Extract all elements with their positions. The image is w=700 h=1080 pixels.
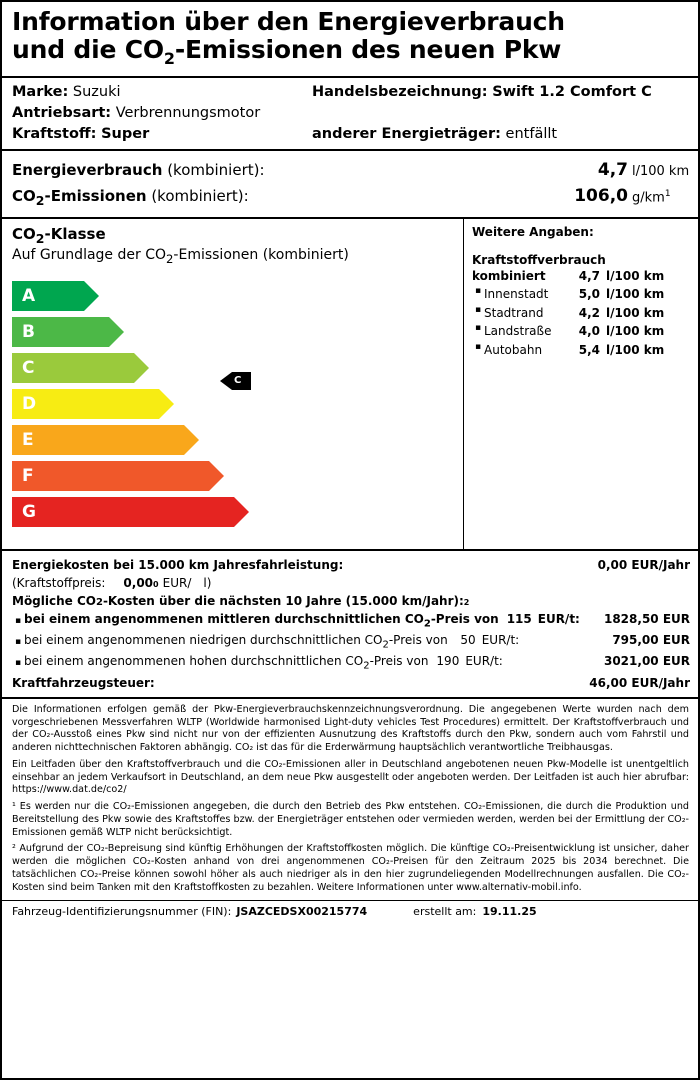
fuel-row-value: 5,4 <box>578 342 600 357</box>
bar-label: C <box>22 357 35 378</box>
fuel-price-value: 0,00 <box>123 575 154 590</box>
co2-value: 106,0 <box>574 186 628 207</box>
scenario-unit: EUR/t: <box>537 611 580 626</box>
indicator-label: C <box>232 372 251 390</box>
co2-label: CO <box>12 187 36 206</box>
co2-class-subtitle: Auf Grundlage der $CO_2$-Emissionen (kombiniert) <box>12 246 349 266</box>
co2-unit-footnote: 1 <box>664 188 671 199</box>
further-details-heading: Weitere Angaben: <box>472 224 594 239</box>
bullet-icon: ▪ <box>14 658 22 669</box>
bar-label: F <box>22 465 34 486</box>
antriebsart-value: Verbrennungsmotor <box>115 104 261 121</box>
legal-paragraph-1: Die Informationen erfolgen gemäß der Pkw-Energieverbrauchskennzeichnungsverordnung. Die angegebenen Werte wurden nach dem vorgeschriebenen Messverfahren WLTP (Worldwide harmonised Light-duty vehicles Test Procedures) ermittelt. Der Kraftstoffverbrauch und der CO₂-Ausstoß eines Pkw sind nicht nur von der effizienten Ausnutzung des Kraftstoffs durch den Pkw, sondern auch vom Fahrstil und anderen nichttechnischen Faktoren abhängig. CO₂ ist das für die Erderwärmung hauptsächlich verantwortliche Treibhausgas. <box>12 703 689 754</box>
handelsbezeichnung-value: Swift 1.2 Comfort C <box>492 83 652 100</box>
kraftstoff-value: Super <box>101 125 150 142</box>
created-value: 19.11.25 <box>482 905 537 919</box>
co2-cost-scenario <box>12 631 690 652</box>
scenario-amount: 3021,00 EUR <box>603 654 690 669</box>
tax-value: 46,00 EUR/Jahr <box>589 675 690 690</box>
anderer-energietraeger-value: entfällt <box>505 125 558 142</box>
fuel-row-value: 4,0 <box>578 324 600 339</box>
fuel-price-label: (Kraftstoffpreis: <box>12 575 106 590</box>
co2-class-bar-f <box>12 459 463 492</box>
co2-unit: $g/km^1$ <box>632 188 671 206</box>
fuel-row-unit: l/100 km <box>606 305 665 320</box>
bar-shape-b <box>12 317 109 347</box>
fuel-price-sup: 0 <box>153 579 159 589</box>
bar-label: D <box>22 393 37 414</box>
fuel-row-name: Innenstadt <box>484 287 549 302</box>
co2-class-title: $CO_2$-Klasse <box>12 224 106 246</box>
bullet-icon: ▪ <box>474 341 482 352</box>
bar-shape-f <box>12 461 209 491</box>
fin-value: JSAZCEDSX00215774 <box>236 905 368 919</box>
bar-shape-e <box>12 425 184 455</box>
scenario-text: bei einem angenommenen hohen durchschnittlichen $CO_2$-Preis von <box>24 654 429 672</box>
bar-label: G <box>22 501 36 522</box>
bullet-icon: ▪ <box>474 323 482 334</box>
scenario-price: 190 <box>436 654 460 669</box>
fuel-row-name: Stadtrand <box>484 305 544 320</box>
vehicle-row-antrieb <box>12 103 690 124</box>
fuel-row <box>472 322 692 341</box>
co2-label-sub: 2 <box>35 193 45 209</box>
fuel-price-unit2: l) <box>203 575 212 590</box>
scenario-unit: EUR/t: <box>481 633 520 648</box>
fuel-row <box>472 341 692 360</box>
further-details <box>464 219 698 549</box>
fuel-row-name: Landstraße <box>484 324 552 339</box>
co2-cost-scenario <box>12 652 690 673</box>
co2-class-bars <box>12 279 463 528</box>
co2-class-indicator <box>220 372 251 390</box>
cost-section <box>2 551 698 697</box>
tax-line <box>12 674 690 692</box>
fuel-row <box>472 304 692 323</box>
page-title <box>2 2 698 76</box>
fuel-combined-unit: l/100 km <box>606 269 665 284</box>
kraftstoff-label: Kraftstoff: <box>12 125 97 142</box>
energy-cost-line <box>12 556 690 574</box>
co2-class-bar-a <box>12 279 463 312</box>
co2-class-bar-b <box>12 315 463 348</box>
co2-class-section <box>2 219 698 549</box>
vehicle-row-kraftstoff <box>12 124 690 145</box>
marke-label: Marke: <box>12 83 69 100</box>
fuel-row-unit: l/100 km <box>606 287 665 302</box>
bullet-icon: ▪ <box>474 286 482 297</box>
scenario-unit: EUR/t: <box>465 654 503 669</box>
fuel-row-name: Autobahn <box>484 342 543 357</box>
fin-label: Fahrzeug-Identifizierungsnummer (FIN): <box>12 905 232 919</box>
energy-consumption-line <box>12 157 690 183</box>
antriebsart-label: Antriebsart: <box>12 104 112 121</box>
bullet-icon: ▪ <box>14 615 22 626</box>
legal-footnote-2: ² Aufgrund der CO₂-Bepreisung sind künftig Erhöhungen der Kraftstoffkosten möglich. Die künftige CO₂-Preisentwicklung ist unsicher, daher werden die möglichen CO₂-Kosten anhand von drei angenommenen CO₂-Preisen für den Zeitraum 2025 bis 2034 berechnet. Die tatsächlichen CO₂-Preise können sowohl höher als auch niedriger als in den hier zugrundeliegenden Modellrechnungen ausfallen. Die CO₂-Kosten sind beim Tanken mit den Kraftstoffkosten zu bezahlen. Weitere Informationen unter www.alternativ-mobil.info. <box>12 843 689 893</box>
scenario-amount: 1828,50 EUR <box>603 611 690 626</box>
bullet-icon: ▪ <box>474 304 482 315</box>
vehicle-info <box>2 78 698 149</box>
scenario-price: 115 <box>506 611 532 626</box>
co2-qualifier: (kombiniert): <box>151 187 249 206</box>
fuel-row-value: 4,2 <box>578 305 600 320</box>
document-footer <box>2 901 698 920</box>
bar-shape-c <box>12 353 134 383</box>
scenario-amount: 795,00 EUR <box>612 633 690 648</box>
energieverbrauch-qualifier: (kombiniert): <box>167 160 265 179</box>
marke-value: Suzuki <box>72 83 121 100</box>
fuel-price-line <box>12 574 690 592</box>
energieverbrauch-unit: l/100 km <box>632 163 690 179</box>
fuel-combined-label: kombiniert <box>472 269 546 284</box>
bar-shape-d <box>12 389 159 419</box>
title-line-2: und die $CO_2$-Emissionen des neuen Pkw <box>12 35 562 68</box>
bullet-icon: ▪ <box>14 637 22 648</box>
energieverbrauch-value: 4,7 <box>597 159 628 180</box>
vehicle-row-marke <box>12 82 690 103</box>
tax-label: Kraftfahrzeugsteuer: <box>12 675 155 690</box>
fuel-row-unit: l/100 km <box>606 324 665 339</box>
co2-emissions-line <box>12 183 690 210</box>
co2-cost-scenarios <box>12 610 690 674</box>
bar-label: E <box>22 429 34 450</box>
legal-paragraph-2: Ein Leitfaden über den Kraftstoffverbrauch und die CO₂-Emissionen aller in Deutschland angebotenen neuen Pkw-Modelle ist unentgeltlich einsehbar an jedem Verkaufsort in Deutschland, an dem neue Pkw ausgestellt oder angeboten werden. Der Leitfaden ist auch hier abrufbar: https://www.dat.de/co2/ <box>12 758 689 796</box>
fuel-consumption-heading: Kraftstoffverbrauch kombiniert 4,7 l/100 km <box>472 252 665 284</box>
consumption-summary <box>2 151 698 217</box>
fuel-row-unit: l/100 km <box>606 342 665 357</box>
created-label: erstellt am: <box>413 905 477 919</box>
energieverbrauch-label: Energieverbrauch <box>12 160 163 179</box>
legal-text <box>2 699 698 901</box>
bar-label: A <box>22 285 36 306</box>
handelsbezeichnung-label: Handelsbezeichnung: <box>312 83 488 100</box>
fuel-row <box>472 285 692 304</box>
scenario-text: bei einem angenommenen niedrigen durchschnittlichen $CO_2$-Preis von <box>24 633 448 651</box>
energy-cost-label: Energiekosten bei 15.000 km Jahresfahrleistung: <box>12 557 344 572</box>
bar-shape-g <box>12 497 234 527</box>
co2-label-rest: -Emissionen <box>44 187 147 206</box>
co2-cost-heading: Mögliche CO 2 -Kosten über die nächsten 10 Jahre (15.000 km/Jahr): 2 <box>12 593 470 608</box>
fuel-combined-value: 4,7 <box>578 269 600 284</box>
energy-cost-value: 0,00 EUR/Jahr <box>597 557 690 572</box>
bar-shape-a <box>12 281 84 311</box>
co2-class-bar-d <box>12 387 463 420</box>
co2-class-bar-e <box>12 423 463 456</box>
co2-cost-scenario <box>12 610 690 631</box>
fuel-row-value: 5,0 <box>578 287 600 302</box>
legal-footnote-1: ¹ Es werden nur die CO₂-Emissionen angegeben, die durch den Betrieb des Pkw entstehen. CO₂-Emissionen, die durch die Produktion und Bereitstellung des Pkw sowie des Kraftstoffes bzw. der Energieträger entstehen oder vermieden werden, werden bei der Ermittlung der CO₂-Emissionen gemäß WLTP nicht berücksichtigt. <box>12 801 689 838</box>
scenario-text: bei einem angenommenen mittleren durchschnittlichen $CO_2$-Preis von <box>24 611 499 630</box>
fuel-consumption-rows <box>472 285 692 359</box>
scenario-price: 50 <box>460 633 476 648</box>
indicator-triangle <box>220 372 232 390</box>
bar-label: B <box>22 321 35 342</box>
anderer-energietraeger-label: anderer Energieträger: <box>312 125 501 142</box>
co2-class-scale <box>2 219 464 549</box>
co2-class-bar-g <box>12 495 463 528</box>
fuel-price-unit: EUR/ <box>162 575 192 590</box>
title-line-1: Information über den Energieverbrauch <box>12 7 565 36</box>
